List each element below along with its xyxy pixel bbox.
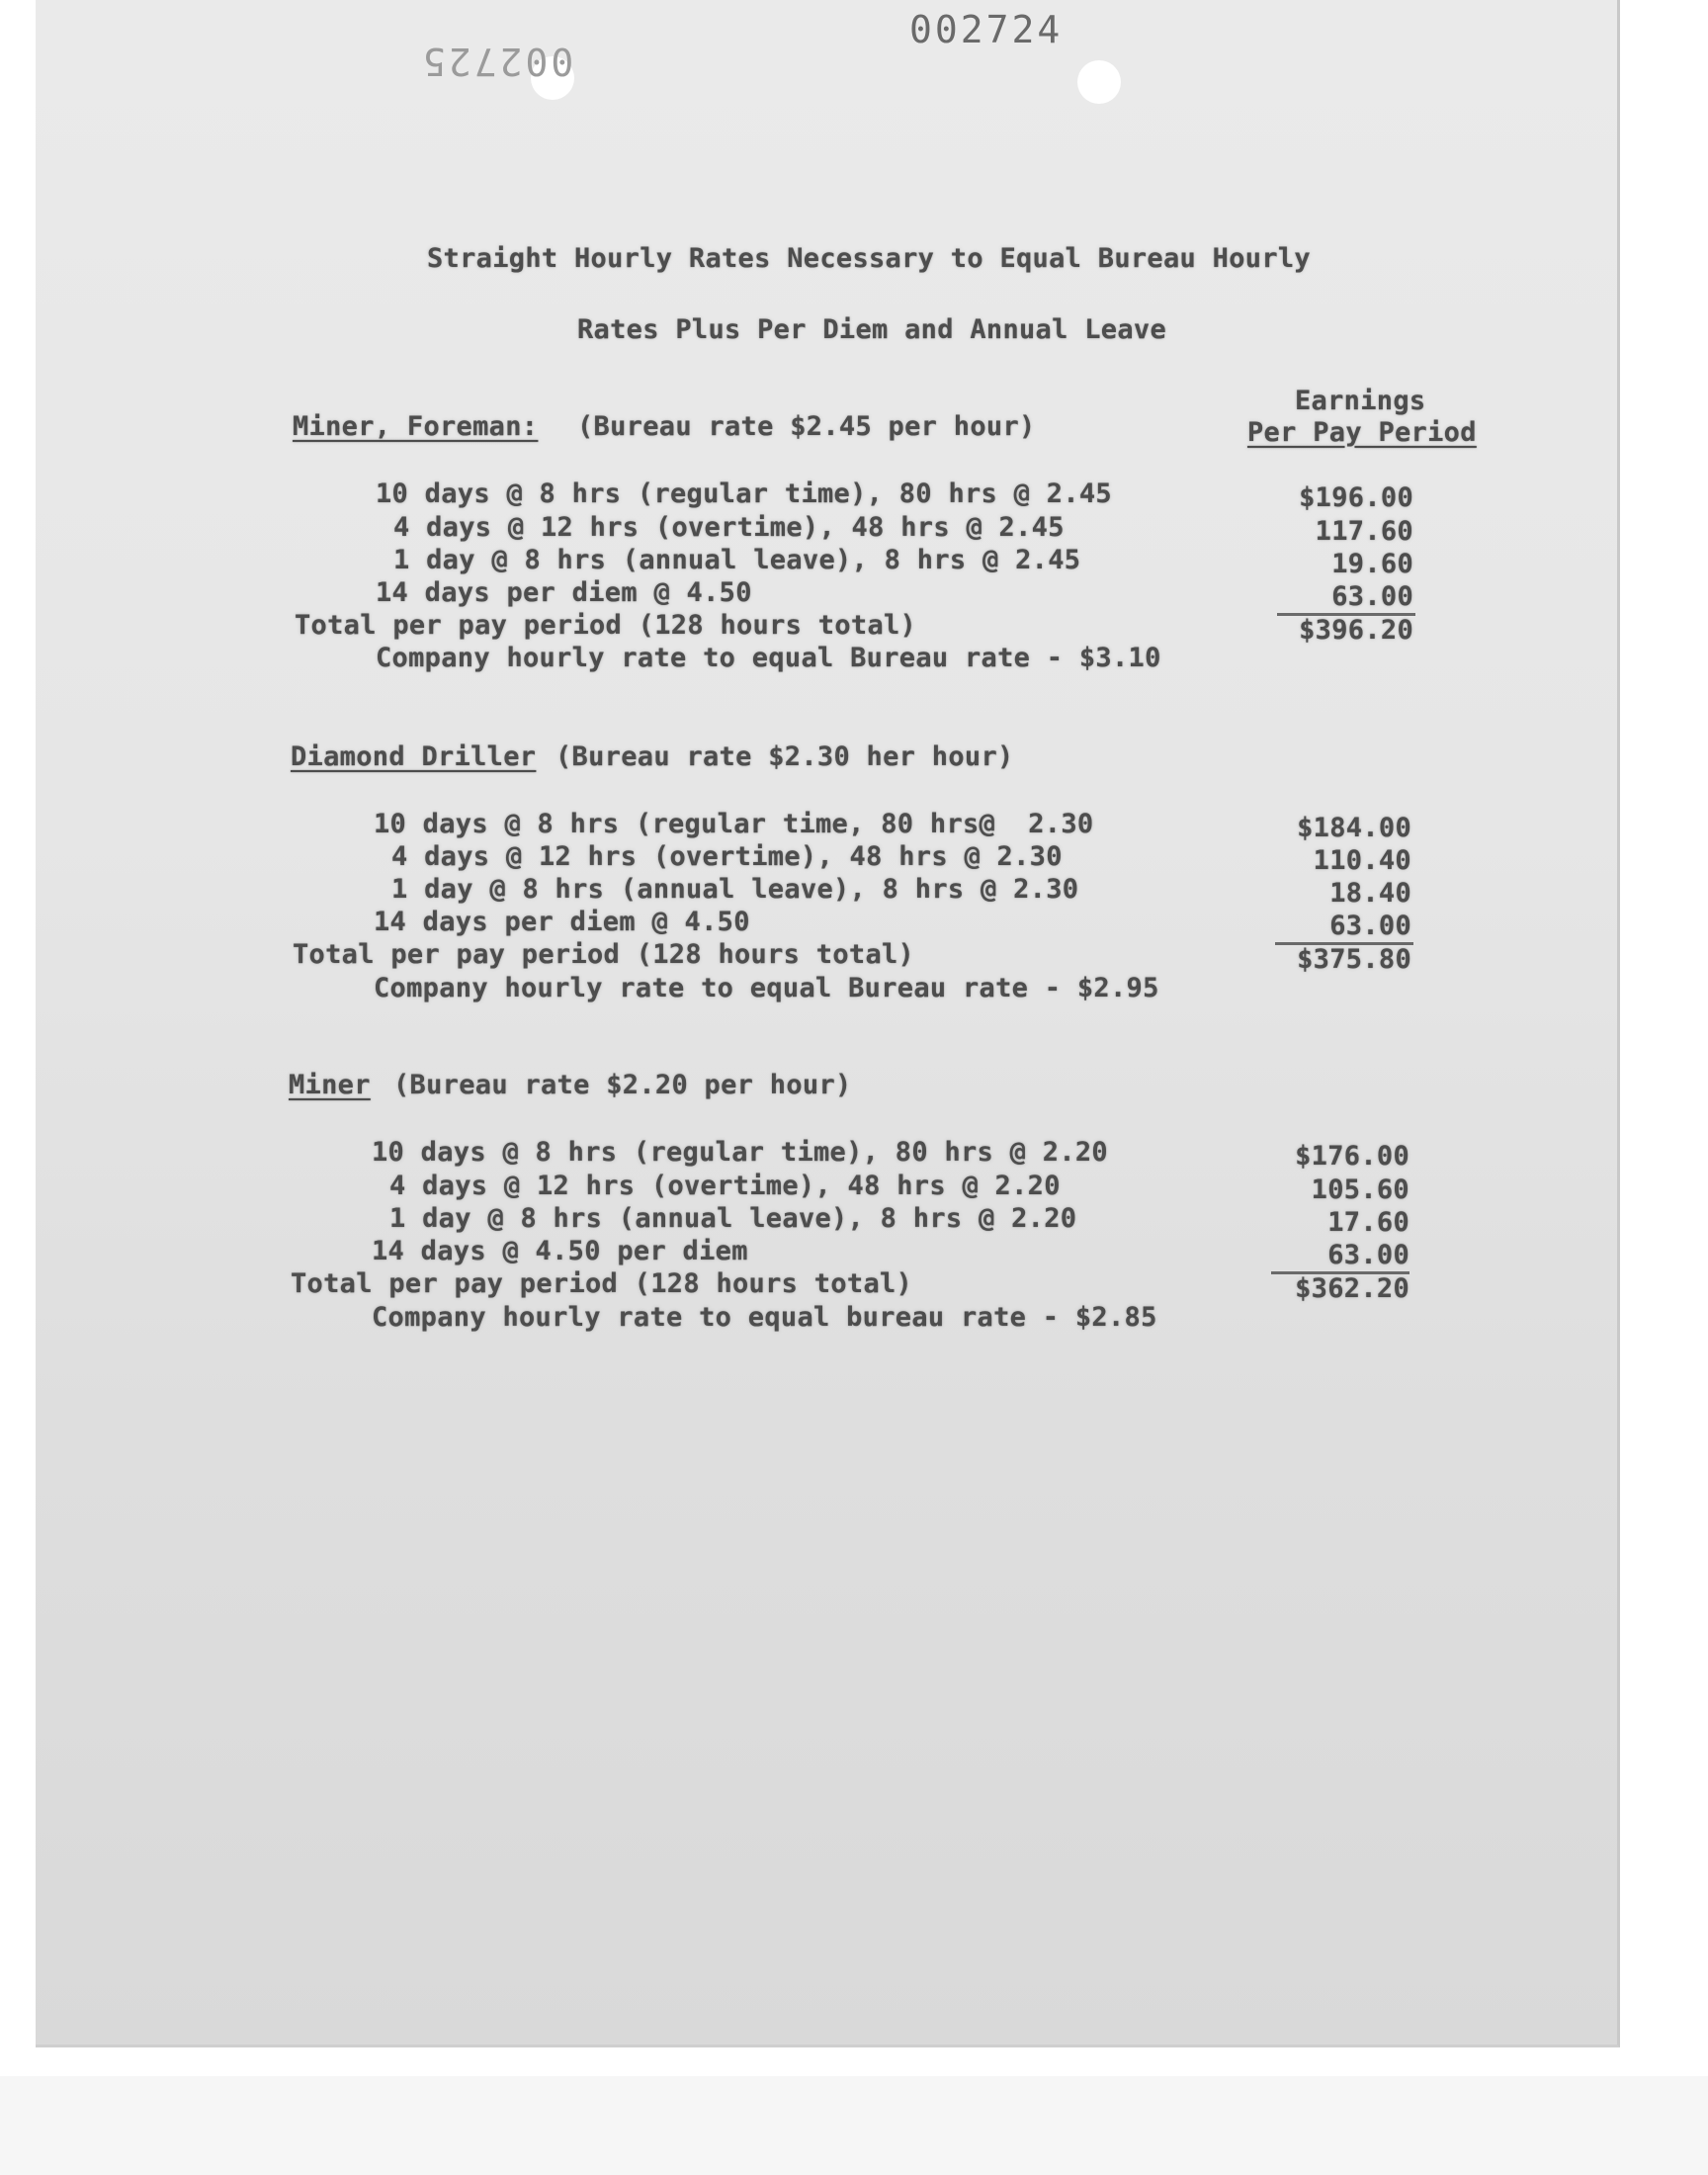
total-amount: $375.80 <box>1297 944 1411 975</box>
line-item-text: 14 days per diem @ 4.50 <box>376 577 752 608</box>
line-item-text: 4 days @ 12 hrs (overtime), 48 hrs @ 2.20 <box>389 1171 1061 1201</box>
line-item-amount: 63.00 <box>1331 581 1413 612</box>
line-item-text: 10 days @ 8 hrs (regular time), 80 hrs @ 2.45 <box>376 478 1112 509</box>
section-role-diamond-driller: Diamond Driller <box>291 741 537 772</box>
line-item-amount: $176.00 <box>1295 1141 1409 1172</box>
company-rate-note: Company hourly rate to equal Bureau rate - $2.95 <box>374 973 1159 1003</box>
line-item-amount: 63.00 <box>1329 911 1411 941</box>
line-item-text: 14 days @ 4.50 per diem <box>372 1236 748 1266</box>
section-role-miner: Miner <box>289 1070 371 1100</box>
line-item-text: 14 days per diem @ 4.50 <box>374 907 750 937</box>
company-rate-note: Company hourly rate to equal bureau rate - $2.85 <box>372 1302 1157 1333</box>
company-rate-note: Company hourly rate to equal Bureau rate - $3.10 <box>376 643 1161 673</box>
line-item-amount: $196.00 <box>1299 482 1413 513</box>
total-label: Total per pay period (128 hours total) <box>293 939 915 970</box>
line-item-text: 10 days @ 8 hrs (regular time, 80 hrs@ 2.30 <box>374 809 1094 839</box>
line-item-amount: 110.40 <box>1313 845 1411 876</box>
document-number-stamp: 002724 <box>909 8 1064 51</box>
earnings-header-line-2: Per Pay Period <box>1247 417 1477 448</box>
line-item-amount: $184.00 <box>1297 813 1411 843</box>
total-amount: $396.20 <box>1299 615 1413 646</box>
line-item-amount: 19.60 <box>1331 549 1413 579</box>
line-item-text: 1 day @ 8 hrs (annual leave), 8 hrs @ 2.30 <box>391 874 1079 905</box>
title-line-2: Rates Plus Per Diem and Annual Leave <box>577 314 1166 345</box>
total-amount: $362.20 <box>1295 1273 1409 1304</box>
document-page <box>36 0 1620 2047</box>
total-label: Total per pay period (128 hours total) <box>295 610 917 641</box>
line-item-text: 10 days @ 8 hrs (regular time), 80 hrs @ 2.20 <box>372 1137 1108 1168</box>
line-item-amount: 17.60 <box>1327 1207 1409 1238</box>
title-line-1: Straight Hourly Rates Necessary to Equal Bureau Hourly <box>427 243 1311 274</box>
line-item-amount: 63.00 <box>1327 1240 1409 1270</box>
line-item-amount: 117.60 <box>1315 516 1413 547</box>
bleed-through-number-stamp: 002725 <box>420 40 574 83</box>
line-item-text: 1 day @ 8 hrs (annual leave), 8 hrs @ 2.20 <box>389 1203 1077 1234</box>
page-margin <box>0 2076 1708 2175</box>
punch-hole <box>1077 60 1121 104</box>
line-item-amount: 105.60 <box>1311 1174 1409 1205</box>
line-item-text: 1 day @ 8 hrs (annual leave), 8 hrs @ 2.45 <box>393 545 1081 575</box>
line-item-amount: 18.40 <box>1329 878 1411 909</box>
section-rate-note: (Bureau rate $2.45 per hour) <box>577 411 1036 442</box>
section-rate-note: (Bureau rate $2.30 her hour) <box>555 741 1014 772</box>
section-rate-note: (Bureau rate $2.20 per hour) <box>393 1070 852 1100</box>
earnings-header-line-1: Earnings <box>1295 386 1426 416</box>
section-role-miner-foreman: Miner, Foreman: <box>293 411 539 442</box>
line-item-text: 4 days @ 12 hrs (overtime), 48 hrs @ 2.30 <box>391 841 1063 872</box>
total-label: Total per pay period (128 hours total) <box>291 1268 913 1299</box>
line-item-text: 4 days @ 12 hrs (overtime), 48 hrs @ 2.45 <box>393 512 1065 543</box>
